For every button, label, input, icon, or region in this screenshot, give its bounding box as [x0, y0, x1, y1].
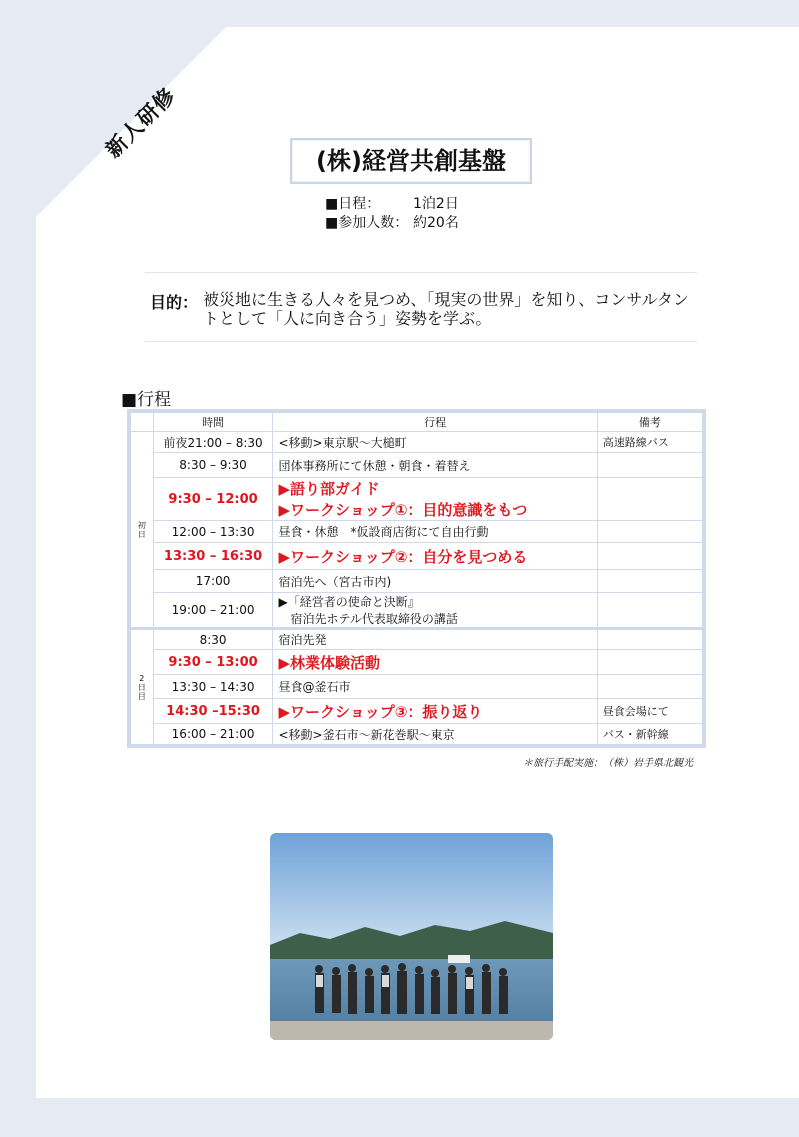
- row-note: [597, 453, 704, 478]
- row-item: ▶ワークショップ③：振り返り: [273, 699, 597, 724]
- header-note: 備考: [597, 411, 704, 432]
- row-note: [597, 593, 704, 629]
- row-time: 17:00: [153, 570, 273, 593]
- row-item: 昼食・休憩 *仮設商店街にて自由行動: [273, 521, 597, 543]
- purpose-label: 目的：: [150, 293, 199, 312]
- travel-credit: ＊旅行手配実施：（株）岩手県北観光: [523, 758, 693, 769]
- table-row: [129, 593, 704, 629]
- row-item: 昼食@釜石市: [273, 675, 597, 699]
- day2-label: [129, 629, 153, 746]
- row-item-line: 宿泊先ホテル代表取締役の講話: [278, 612, 458, 627]
- info-row-participants: [325, 214, 459, 233]
- row-note: [597, 570, 704, 593]
- row-time: 19:00 – 21:00: [153, 593, 273, 629]
- row-time: 12:00 – 13:30: [153, 521, 273, 543]
- row-note: [597, 521, 704, 543]
- row-time: 16:00 – 21:00: [153, 724, 273, 746]
- table-row: [129, 724, 704, 746]
- day1-label: [129, 432, 153, 629]
- row-time: 13:30 – 14:30: [153, 675, 273, 699]
- row-time: 9:30 – 13:00: [153, 650, 273, 675]
- table-row-highlight: [129, 543, 704, 570]
- schedule-title: ■行程: [121, 390, 172, 410]
- row-note: [597, 629, 704, 650]
- row-time: 13:30 – 16:30: [153, 543, 273, 570]
- info-key: ■日程：: [325, 196, 381, 212]
- row-item: <移動>釜石市〜新花巻駅〜東京: [273, 724, 597, 746]
- schedule-table: [127, 409, 706, 748]
- corner-label: 新人研修: [101, 83, 181, 163]
- row-item: ▶林業体験活動: [273, 650, 597, 675]
- group-photo: [270, 833, 553, 1040]
- header-item: 行程: [273, 411, 597, 432]
- header-day: [129, 411, 153, 432]
- table-row-highlight: [129, 699, 704, 724]
- table-row-highlight: [129, 478, 704, 521]
- table-row: [129, 675, 704, 699]
- row-time: 8:30: [153, 629, 273, 650]
- row-note: [597, 650, 704, 675]
- row-time: 8:30 – 9:30: [153, 453, 273, 478]
- row-note: [597, 675, 704, 699]
- row-note: [597, 478, 704, 521]
- header-time: 時間: [153, 411, 273, 432]
- row-item-line: ▶語り部ガイド: [278, 480, 380, 499]
- table-row: [129, 570, 704, 593]
- info-row-schedule: [325, 195, 459, 214]
- table-row: [129, 629, 704, 650]
- row-note: 昼食会場にて: [597, 699, 704, 724]
- row-note: バス・新幹線: [597, 724, 704, 746]
- row-item: 宿泊先へ（宮古市内): [273, 570, 597, 593]
- table-row: [129, 521, 704, 543]
- row-time: 前夜21:00 – 8:30: [153, 432, 273, 453]
- row-time: 14:30 –15:30: [153, 699, 273, 724]
- info-value: 約20名: [413, 215, 459, 231]
- row-item: 宿泊先発: [273, 629, 597, 650]
- info-key: ■参加人数：: [325, 215, 409, 231]
- purpose-section: [145, 272, 697, 342]
- purpose-text: 被災地に生きる人々を見つめ、「現実の世界」を知り、コンサルタントとして「人に向き合う」姿勢を学ぶ。: [203, 290, 689, 328]
- row-item: 団体事務所にて休憩・朝食・着替え: [273, 453, 597, 478]
- info-value: 1泊2日: [413, 196, 459, 212]
- row-note: [597, 543, 704, 570]
- trip-info: [325, 195, 459, 233]
- row-item: ▶ワークショップ②：自分を見つめる: [273, 543, 597, 570]
- table-row: [129, 453, 704, 478]
- table-row: [129, 432, 704, 453]
- day-label-text: 初 日: [137, 520, 146, 539]
- row-note: 高速路線バス: [597, 432, 704, 453]
- row-item-line: ▶「経営者の使命と決断』: [278, 595, 420, 610]
- row-time: 9:30 – 12:00: [153, 478, 273, 521]
- company-title: (株)経営共創基盤: [290, 138, 532, 184]
- row-item: [273, 478, 597, 521]
- row-item: [273, 593, 597, 629]
- row-item: <移動>東京駅〜大槌町: [273, 432, 597, 453]
- day-label-text: 2 日 目: [137, 673, 146, 701]
- table-header-row: [129, 411, 704, 432]
- row-item-line: ▶ワークショップ①：目的意識をもつ: [278, 501, 528, 520]
- table-row-highlight: [129, 650, 704, 675]
